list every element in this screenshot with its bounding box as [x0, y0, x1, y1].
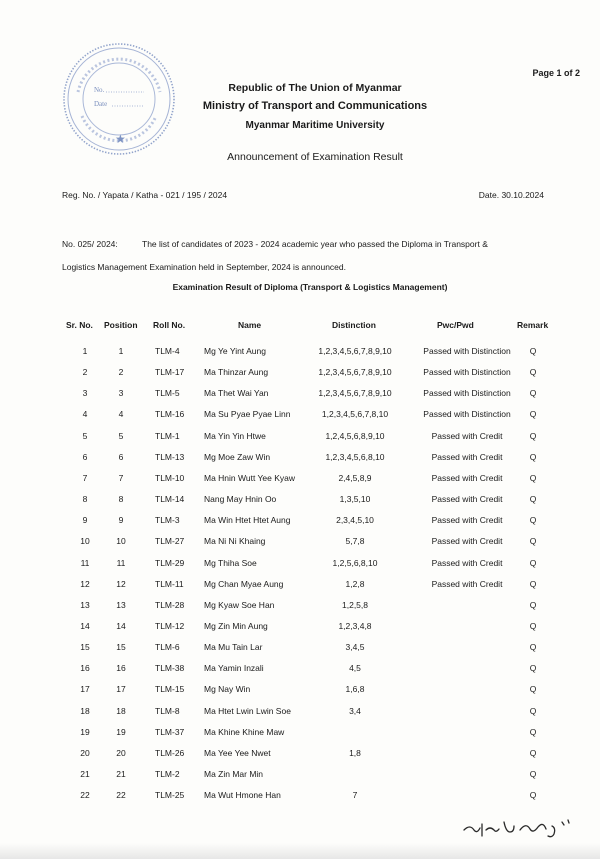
row-roll-no: TLM-16	[155, 409, 185, 420]
row-position: 5	[118, 430, 124, 441]
row-sr-no: 14	[80, 620, 90, 631]
row-sr-no: 20	[80, 747, 90, 758]
row-remark: Q	[529, 388, 537, 399]
row-distinction: 1,3,5,10	[339, 494, 371, 505]
row-remark: Q	[529, 642, 537, 653]
header-position: Position	[104, 320, 138, 330]
table-row	[0, 727, 600, 741]
row-position: 1	[118, 346, 124, 356]
table-title: Examination Result of Diploma (Transport & Logistics Management)	[172, 282, 448, 292]
row-distinction: 1,2,4,5,6,8,9,10	[325, 430, 385, 441]
row-distinction: 1,2,5,8	[342, 599, 368, 610]
row-distinction: 4,5	[349, 663, 361, 674]
table-row	[0, 748, 600, 762]
row-pwc-pwd: Passed with Credit	[431, 494, 503, 505]
table-header	[0, 320, 600, 334]
row-position: 18	[116, 705, 126, 716]
row-remark: Q	[529, 769, 537, 779]
notice-paragraph	[62, 233, 550, 279]
table-row	[0, 706, 600, 720]
row-position: 7	[118, 472, 124, 483]
row-sr-no: 11	[80, 557, 90, 568]
row-distinction: 1,2,3,4,5,6,8,10	[325, 451, 385, 462]
row-sr-no: 1	[82, 346, 88, 356]
table-row	[0, 663, 600, 677]
row-name: Mg Nay Win	[204, 684, 251, 695]
row-position: 14	[116, 620, 126, 631]
row-position: 22	[116, 790, 126, 801]
row-position: 21	[116, 769, 126, 779]
row-roll-no: TLM-2	[155, 769, 180, 779]
row-remark: Q	[529, 578, 537, 589]
row-name: Ma Khine Khine Maw	[204, 726, 285, 737]
table-row	[0, 642, 600, 656]
row-name: Mg Kyaw Soe Han	[204, 599, 275, 610]
row-distinction: 1,2,5,6,8,10	[332, 557, 378, 568]
table-row	[0, 388, 600, 402]
row-remark: Q	[529, 472, 537, 483]
row-roll-no: TLM-4	[155, 346, 180, 356]
row-remark: Q	[529, 620, 537, 631]
row-remark: Q	[529, 536, 537, 547]
row-distinction: 1,6,8	[345, 684, 365, 695]
row-remark: Q	[529, 684, 537, 695]
row-name: Ma Wut Hmone Han	[204, 790, 281, 801]
table-row	[0, 790, 600, 804]
row-position: 8	[118, 494, 124, 505]
row-pwc-pwd: Passed with Credit	[431, 515, 503, 526]
row-sr-no: 10	[80, 536, 90, 547]
row-position: 16	[116, 663, 126, 674]
row-remark: Q	[529, 494, 537, 505]
row-pwc-pwd: Passed with Credit	[431, 578, 503, 589]
row-roll-no: TLM-17	[155, 367, 185, 378]
row-pwc-pwd: Passed with Credit	[431, 557, 503, 568]
row-sr-no: 3	[82, 388, 88, 399]
table-row	[0, 473, 600, 487]
row-distinction: 2,3,4,5,10	[336, 515, 374, 526]
row-position: 17	[116, 684, 126, 695]
row-remark: Q	[529, 409, 537, 420]
row-position: 20	[116, 747, 126, 758]
row-remark: Q	[529, 515, 537, 526]
row-remark: Q	[529, 747, 537, 758]
row-sr-no: 22	[80, 790, 90, 801]
row-name: Ma Yin Yin Htwe	[204, 430, 266, 441]
row-remark: Q	[529, 599, 537, 610]
row-position: 9	[118, 515, 124, 526]
row-sr-no: 4	[82, 409, 88, 420]
row-roll-no: TLM-27	[155, 536, 185, 547]
row-name: Ma Yamin Inzali	[204, 663, 264, 674]
header-remark: Remark	[517, 320, 549, 330]
row-name: Ma Ni Ni Khaing	[204, 536, 266, 547]
header-roll-no: Roll No.	[153, 320, 186, 330]
row-sr-no: 8	[82, 494, 88, 505]
row-roll-no: TLM-13	[155, 451, 185, 462]
row-remark: Q	[529, 346, 537, 356]
row-name: Nang May Hnin Oo	[204, 494, 277, 505]
table-row	[0, 769, 600, 783]
row-position: 12	[116, 578, 126, 589]
row-name: Mg Chan Myae Aung	[204, 578, 284, 589]
row-pwc-pwd: Passed with Credit	[431, 472, 503, 483]
header-university: Myanmar Maritime University	[245, 120, 385, 131]
header-announcement: Announcement of Examination Result	[227, 151, 403, 163]
row-sr-no: 9	[82, 515, 88, 526]
row-remark: Q	[529, 367, 537, 378]
seal-no-label: No.	[94, 86, 105, 94]
table-row	[0, 600, 600, 614]
row-roll-no: TLM-28	[155, 599, 185, 610]
row-roll-no: TLM-25	[155, 790, 185, 801]
row-distinction: 1,2,3,4,5,6,7,8,9,10	[318, 346, 392, 356]
row-name: Mg Moe Zaw Win	[204, 451, 271, 462]
row-position: 6	[118, 451, 124, 462]
row-roll-no: TLM-38	[155, 663, 185, 674]
row-pwc-pwd: Passed with Credit	[431, 536, 503, 547]
header-pwc-pwd: Pwc/Pwd	[437, 320, 474, 330]
row-name: Mg Ye Yint Aung	[204, 346, 266, 356]
row-sr-no: 6	[82, 451, 88, 462]
row-roll-no: TLM-6	[155, 642, 180, 653]
row-name: Mg Thiha Soe	[204, 557, 257, 568]
row-pwc-pwd: Passed with Distinction	[423, 346, 511, 356]
row-name: Ma Win Htet Htet Aung	[204, 515, 291, 526]
row-sr-no: 15	[80, 642, 90, 653]
row-name: Ma Mu Tain Lar	[204, 642, 263, 653]
row-distinction: 1,8	[349, 747, 361, 758]
row-roll-no: TLM-10	[155, 472, 185, 483]
row-remark: Q	[529, 705, 537, 716]
row-pwc-pwd: Passed with Distinction	[423, 388, 511, 399]
row-position: 3	[118, 388, 124, 399]
row-roll-no: TLM-12	[155, 620, 185, 631]
table-row	[0, 621, 600, 635]
row-position: 19	[116, 726, 126, 737]
table-row	[0, 367, 600, 381]
row-remark: Q	[529, 790, 537, 801]
row-distinction: 3,4,5	[345, 642, 365, 653]
row-pwc-pwd: Passed with Credit	[431, 430, 503, 441]
row-name: Mg Zin Min Aung	[204, 620, 268, 631]
table-row	[0, 452, 600, 466]
reference-number: Reg. No. / Yapata / Katha - 021 / 195 / 2024	[62, 190, 228, 200]
table-row	[0, 684, 600, 698]
row-remark: Q	[529, 451, 537, 462]
row-roll-no: TLM-37	[155, 726, 185, 737]
svg-text:★: ★	[115, 132, 126, 146]
row-distinction: 5,7,8	[345, 536, 365, 547]
row-remark: Q	[529, 430, 537, 441]
signature	[460, 816, 578, 844]
row-roll-no: TLM-11	[155, 578, 184, 589]
row-distinction: 1,2,3,4,8	[338, 620, 372, 631]
table-row	[0, 536, 600, 550]
row-distinction: 1,2,3,4,5,6,7,8,10	[321, 409, 389, 420]
notice-line-2: Logistics Management Examination held in September, 2024 is announced.	[62, 262, 346, 272]
table-row	[0, 558, 600, 572]
header-name: Name	[238, 320, 262, 330]
row-roll-no: TLM-8	[155, 705, 180, 716]
table-row	[0, 431, 600, 445]
row-position: 11	[116, 557, 126, 568]
row-remark: Q	[529, 663, 537, 674]
university-seal	[60, 40, 178, 158]
notice-line-1: The list of candidates of 2023 - 2024 academic year who passed the Diploma in Transport &	[142, 239, 488, 249]
row-roll-no: TLM-5	[155, 388, 180, 399]
row-position: 13	[116, 599, 126, 610]
row-roll-no: TLM-3	[155, 515, 180, 526]
row-position: 15	[116, 642, 126, 653]
row-sr-no: 21	[80, 769, 90, 779]
row-distinction: 2,4,5,8,9	[338, 472, 372, 483]
row-name: Ma Thinzar Aung	[204, 367, 269, 378]
row-name: Ma Su Pyae Pyae Linn	[204, 409, 291, 420]
row-distinction: 1,2,3,4,5,6,7,8,9,10	[318, 388, 392, 399]
row-position: 2	[118, 367, 124, 378]
row-sr-no: 19	[80, 726, 90, 737]
row-sr-no: 12	[80, 578, 90, 589]
row-roll-no: TLM-1	[155, 430, 180, 441]
row-sr-no: 16	[80, 663, 90, 674]
row-remark: Q	[529, 557, 537, 568]
scan-edge-shade	[0, 843, 600, 859]
table-row	[0, 515, 600, 529]
row-distinction: 1,2,3,4,5,6,7,8,9,10	[318, 367, 392, 378]
row-sr-no: 13	[80, 599, 90, 610]
table-row	[0, 579, 600, 593]
header-country: Republic of The Union of Myanmar	[228, 82, 402, 94]
row-pwc-pwd: Passed with Distinction	[423, 409, 511, 420]
row-distinction: 3,4	[349, 705, 361, 716]
row-pwc-pwd: Passed with Distinction	[423, 367, 511, 378]
row-sr-no: 17	[80, 684, 90, 695]
row-pwc-pwd: Passed with Credit	[431, 451, 503, 462]
row-name: Ma Yee Yee Nwet	[204, 747, 271, 758]
row-distinction: 7	[352, 790, 358, 801]
row-roll-no: TLM-15	[155, 684, 185, 695]
row-position: 10	[116, 536, 126, 547]
row-distinction: 1,2,8	[345, 578, 365, 589]
row-name: Ma Htet Lwin Lwin Soe	[204, 705, 291, 716]
notice-number: No. 025/ 2024:	[62, 239, 118, 249]
table-row	[0, 409, 600, 423]
row-name: Ma Zin Mar Min	[204, 769, 264, 779]
table-row	[0, 346, 600, 360]
header-ministry: Ministry of Transport and Communications	[202, 100, 428, 112]
row-sr-no: 18	[80, 705, 90, 716]
row-sr-no: 2	[82, 367, 88, 378]
row-roll-no: TLM-26	[155, 747, 185, 758]
row-roll-no: TLM-14	[155, 494, 185, 505]
row-position: 4	[118, 409, 124, 420]
row-remark: Q	[529, 726, 537, 737]
seal-date-label: Date	[94, 100, 108, 108]
row-name: Ma Thet Wai Yan	[204, 388, 269, 399]
header-distinction: Distinction	[332, 320, 376, 330]
page-number: Page 1 of 2	[532, 68, 580, 78]
table-row	[0, 494, 600, 508]
row-roll-no: TLM-29	[155, 557, 185, 568]
announcement-date: Date. 30.10.2024	[478, 190, 544, 200]
row-sr-no: 7	[82, 472, 88, 483]
header-sr-no: Sr. No.	[66, 320, 93, 330]
row-name: Ma Hnin Wutt Yee Kyaw	[204, 472, 296, 483]
row-sr-no: 5	[82, 430, 88, 441]
